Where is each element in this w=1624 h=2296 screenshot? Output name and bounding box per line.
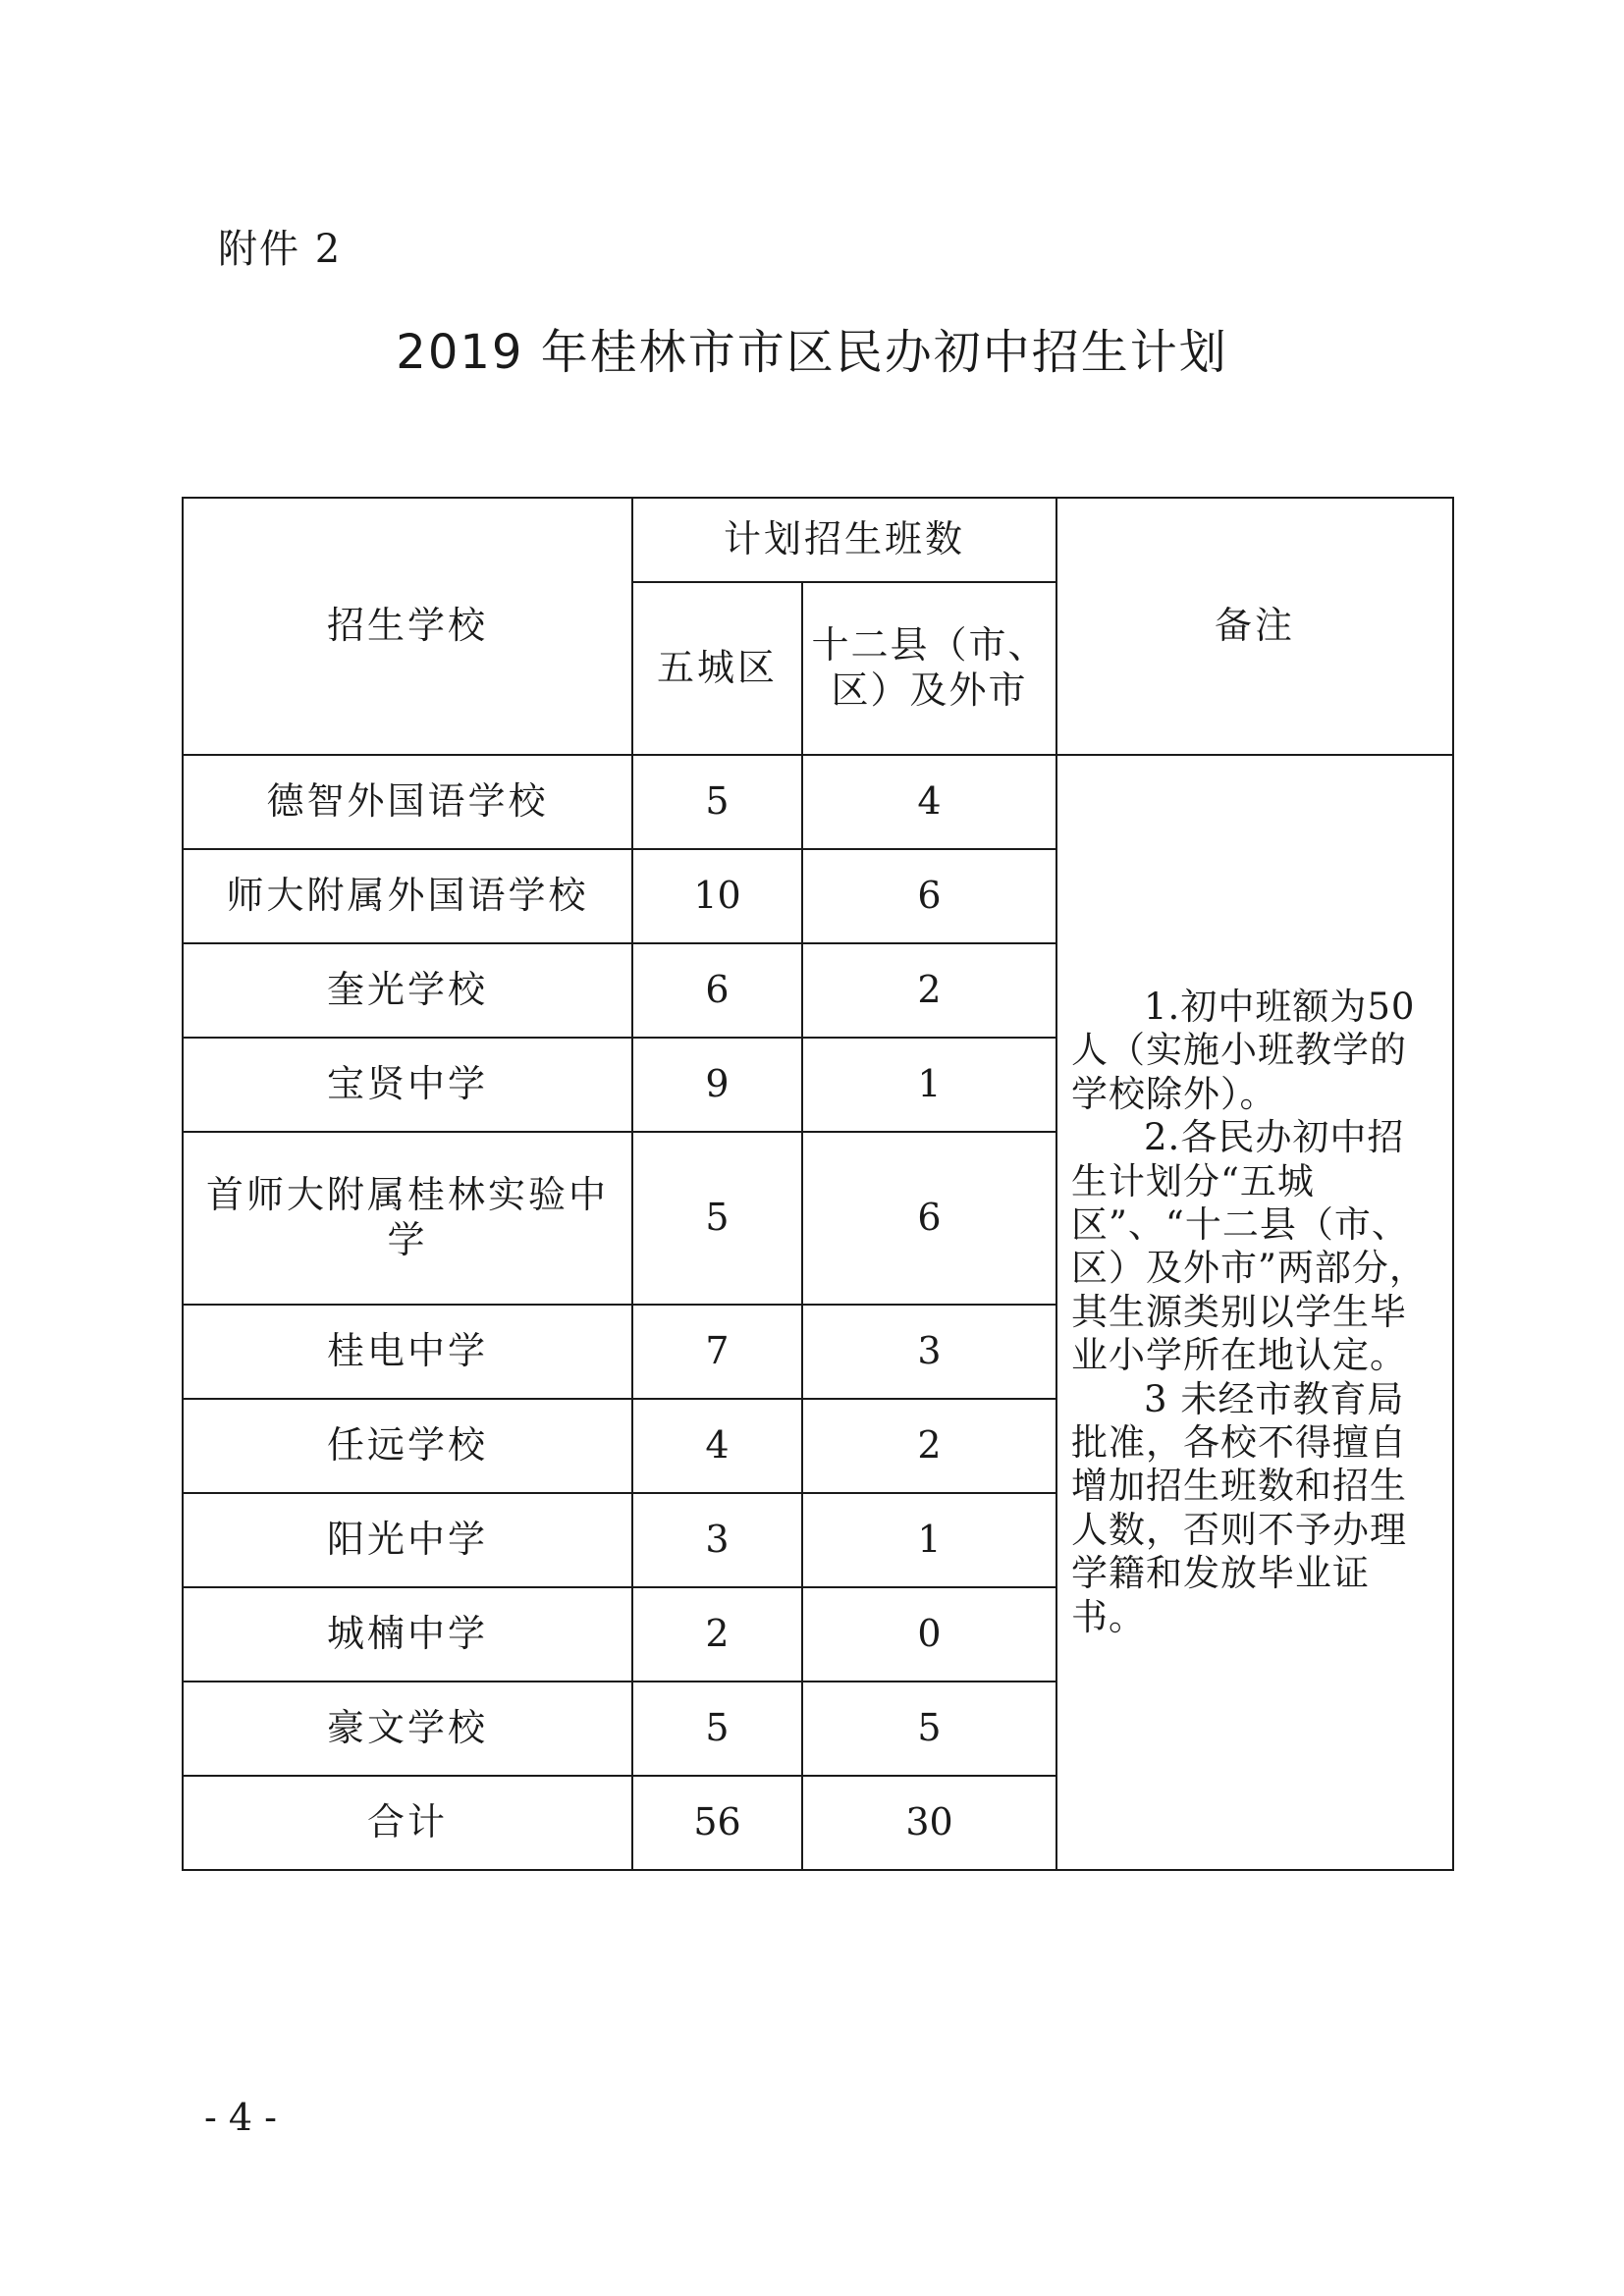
five-districts-count: 6 — [632, 943, 802, 1038]
header-notes-label: 备注 — [1215, 604, 1296, 648]
header-plan-group — [632, 498, 1056, 582]
header-twelve-counties — [802, 582, 1056, 755]
five-districts-count: 2 — [632, 1587, 802, 1682]
twelve-counties-count: 2 — [802, 943, 1056, 1038]
header-notes — [1056, 498, 1453, 755]
school-name: 奎光学校 — [183, 943, 632, 1038]
table-header-row — [183, 498, 1453, 582]
twelve-counties-count: 3 — [802, 1305, 1056, 1399]
school-name: 任远学校 — [183, 1399, 632, 1493]
header-school — [183, 498, 632, 755]
page-number: - 4 - — [204, 2096, 278, 2139]
notes-cell — [1056, 755, 1453, 1870]
header-plan-group-label: 计划招生班数 — [724, 517, 966, 561]
twelve-counties-count: 5 — [802, 1682, 1056, 1776]
five-districts-count: 5 — [632, 1132, 802, 1305]
twelve-counties-count: 1 — [802, 1038, 1056, 1132]
note-2: 2.各民办初中招生计划分“五城区”、“十二县（市、区）及外市”两部分，其生源类别以学生毕业小学所在地认定。 — [1071, 1116, 1427, 1377]
total-five-districts: 56 — [632, 1776, 802, 1870]
table-row — [183, 755, 1453, 849]
school-name: 桂电中学 — [183, 1305, 632, 1399]
school-name: 师大附属外国语学校 — [183, 849, 632, 943]
twelve-counties-count: 1 — [802, 1493, 1056, 1587]
twelve-counties-count: 2 — [802, 1399, 1056, 1493]
twelve-counties-count: 0 — [802, 1587, 1056, 1682]
school-name: 阳光中学 — [183, 1493, 632, 1587]
total-label: 合计 — [183, 1776, 632, 1870]
header-five-districts-label: 五城区 — [656, 646, 778, 690]
header-five-districts — [632, 582, 802, 755]
five-districts-count: 7 — [632, 1305, 802, 1399]
attachment-label: 附件 2 — [218, 227, 343, 272]
header-school-label: 招生学校 — [326, 604, 488, 648]
twelve-counties-count: 6 — [802, 849, 1056, 943]
school-name: 豪文学校 — [183, 1682, 632, 1776]
five-districts-count: 5 — [632, 1682, 802, 1776]
school-name-line2: 学 — [387, 1218, 428, 1261]
total-twelve-counties: 30 — [802, 1776, 1056, 1870]
school-name: 城楠中学 — [183, 1587, 632, 1682]
school-name — [183, 1132, 632, 1305]
school-name: 宝贤中学 — [183, 1038, 632, 1132]
school-name: 德智外国语学校 — [183, 755, 632, 849]
document-title: 2019 年桂林市市区民办初中招生计划 — [396, 325, 1228, 380]
school-name-line1: 首师大附属桂林实验中 — [205, 1173, 609, 1217]
note-3: 3 未经市教育局批准，各校不得擅自增加招生班数和招生人数，否则不予办理学籍和发放毕业证书。 — [1071, 1377, 1408, 1638]
five-districts-count: 4 — [632, 1399, 802, 1493]
note-1: 1.初中班额为50人（实施小班教学的学校除外）。 — [1071, 986, 1416, 1115]
five-districts-count: 10 — [632, 849, 802, 943]
header-twelve-counties-line1: 十二县（市、 — [811, 623, 1048, 667]
five-districts-count: 3 — [632, 1493, 802, 1587]
five-districts-count: 5 — [632, 755, 802, 849]
enrollment-plan-table — [182, 497, 1454, 1871]
five-districts-count: 9 — [632, 1038, 802, 1132]
twelve-counties-count: 4 — [802, 755, 1056, 849]
twelve-counties-count: 6 — [802, 1132, 1056, 1305]
header-twelve-counties-line2: 区）及外市 — [831, 668, 1028, 712]
